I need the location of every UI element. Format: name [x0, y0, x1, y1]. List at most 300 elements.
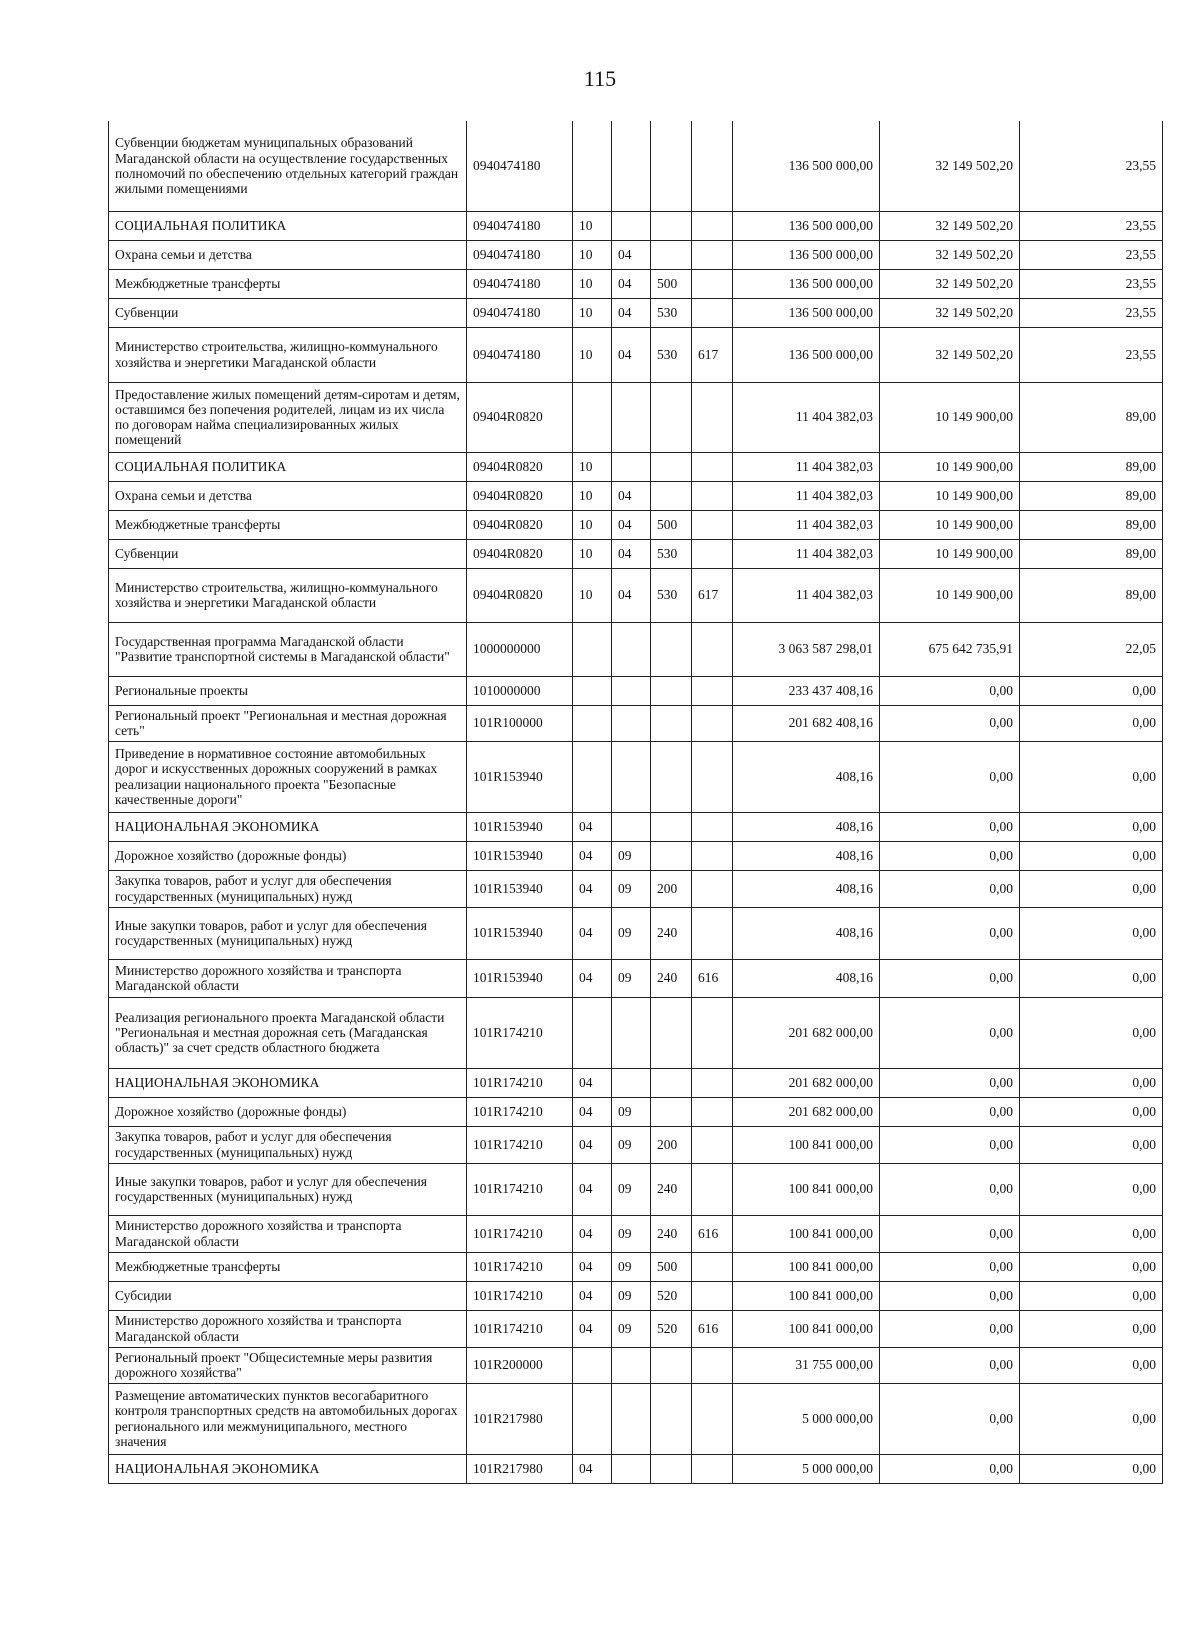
expense-type-cell: 530 — [651, 539, 692, 568]
subsection-cell: 04 — [612, 240, 651, 269]
table-row — [109, 870, 1163, 907]
percent-cell: 0,00 — [1020, 1383, 1163, 1454]
row-name-cell: Дорожное хозяйство (дорожные фонды) — [109, 841, 467, 870]
expense-type-cell: 520 — [651, 1310, 692, 1347]
expense-type-cell — [651, 382, 692, 452]
row-name-cell: Предоставление жилых помещений детям-сиротам и детям, оставшимся без попечения родителей, лицам из их числа по договорам найма специализированных жилых помещений — [109, 382, 467, 452]
admin-code-cell — [692, 907, 733, 959]
table-row — [109, 622, 1163, 676]
target-code-cell: 101R100000 — [467, 705, 573, 741]
executed-amount-cell: 0,00 — [880, 1068, 1020, 1097]
section-cell: 10 — [573, 327, 612, 382]
planned-amount-cell: 408,16 — [733, 870, 880, 907]
section-cell — [573, 997, 612, 1068]
admin-code-cell: 616 — [692, 1310, 733, 1347]
expense-type-cell — [651, 741, 692, 812]
executed-amount-cell: 10 149 900,00 — [880, 452, 1020, 481]
percent-cell: 23,55 — [1020, 327, 1163, 382]
admin-code-cell: 617 — [692, 568, 733, 622]
row-name-cell: НАЦИОНАЛЬНАЯ ЭКОНОМИКА — [109, 1454, 467, 1483]
target-code-cell: 0940474180 — [467, 121, 573, 211]
table-row — [109, 1097, 1163, 1126]
executed-amount-cell: 0,00 — [880, 1097, 1020, 1126]
subsection-cell — [612, 1383, 651, 1454]
table-row — [109, 510, 1163, 539]
section-cell: 10 — [573, 211, 612, 240]
subsection-cell — [612, 1068, 651, 1097]
subsection-cell: 09 — [612, 1281, 651, 1310]
percent-cell: 89,00 — [1020, 510, 1163, 539]
section-cell: 10 — [573, 481, 612, 510]
expense-type-cell — [651, 1097, 692, 1126]
row-name-cell: Субвенции — [109, 298, 467, 327]
admin-code-cell — [692, 1347, 733, 1383]
target-code-cell: 101R174210 — [467, 1281, 573, 1310]
row-name-cell: СОЦИАЛЬНАЯ ПОЛИТИКА — [109, 211, 467, 240]
subsection-cell — [612, 676, 651, 705]
section-cell: 10 — [573, 298, 612, 327]
expense-type-cell: 530 — [651, 327, 692, 382]
section-cell: 10 — [573, 510, 612, 539]
subsection-cell — [612, 1347, 651, 1383]
percent-cell: 89,00 — [1020, 481, 1163, 510]
expense-type-cell — [651, 452, 692, 481]
target-code-cell: 101R217980 — [467, 1454, 573, 1483]
row-name-cell: Дорожное хозяйство (дорожные фонды) — [109, 1097, 467, 1126]
subsection-cell: 04 — [612, 298, 651, 327]
expense-type-cell — [651, 211, 692, 240]
table-row — [109, 539, 1163, 568]
planned-amount-cell: 3 063 587 298,01 — [733, 622, 880, 676]
admin-code-cell: 616 — [692, 959, 733, 997]
planned-amount-cell: 201 682 000,00 — [733, 1097, 880, 1126]
row-name-cell: Министерство дорожного хозяйства и транспорта Магаданской области — [109, 1215, 467, 1252]
target-code-cell: 09404R0820 — [467, 568, 573, 622]
section-cell: 04 — [573, 1097, 612, 1126]
planned-amount-cell: 136 500 000,00 — [733, 240, 880, 269]
expense-type-cell — [651, 1347, 692, 1383]
admin-code-cell: 616 — [692, 1215, 733, 1252]
target-code-cell: 101R200000 — [467, 1347, 573, 1383]
admin-code-cell — [692, 622, 733, 676]
section-cell: 04 — [573, 870, 612, 907]
row-name-cell: Министерство дорожного хозяйства и транспорта Магаданской области — [109, 959, 467, 997]
target-code-cell: 0940474180 — [467, 211, 573, 240]
row-name-cell: Министерство строительства, жилищно-коммунального хозяйства и энергетики Магаданской области — [109, 568, 467, 622]
target-code-cell: 0940474180 — [467, 298, 573, 327]
subsection-cell — [612, 382, 651, 452]
target-code-cell: 101R174210 — [467, 1126, 573, 1163]
row-name-cell: Закупка товаров, работ и услуг для обеспечения государственных (муниципальных) нужд — [109, 870, 467, 907]
percent-cell: 0,00 — [1020, 1454, 1163, 1483]
target-code-cell: 101R153940 — [467, 870, 573, 907]
target-code-cell: 09404R0820 — [467, 510, 573, 539]
target-code-cell: 101R174210 — [467, 1215, 573, 1252]
section-cell: 04 — [573, 1281, 612, 1310]
expense-type-cell — [651, 997, 692, 1068]
admin-code-cell — [692, 1383, 733, 1454]
executed-amount-cell: 32 149 502,20 — [880, 327, 1020, 382]
subsection-cell — [612, 1454, 651, 1483]
target-code-cell: 09404R0820 — [467, 382, 573, 452]
executed-amount-cell: 0,00 — [880, 1347, 1020, 1383]
percent-cell: 89,00 — [1020, 539, 1163, 568]
executed-amount-cell: 0,00 — [880, 1281, 1020, 1310]
percent-cell: 0,00 — [1020, 741, 1163, 812]
expense-type-cell: 500 — [651, 269, 692, 298]
row-name-cell: Иные закупки товаров, работ и услуг для обеспечения государственных (муниципальных) нужд — [109, 907, 467, 959]
section-cell: 10 — [573, 269, 612, 298]
section-cell: 04 — [573, 907, 612, 959]
row-name-cell: Министерство строительства, жилищно-коммунального хозяйства и энергетики Магаданской области — [109, 327, 467, 382]
percent-cell: 0,00 — [1020, 1097, 1163, 1126]
planned-amount-cell: 11 404 382,03 — [733, 539, 880, 568]
row-name-cell: Охрана семьи и детства — [109, 240, 467, 269]
expense-type-cell — [651, 676, 692, 705]
executed-amount-cell: 0,00 — [880, 676, 1020, 705]
table-row — [109, 382, 1163, 452]
section-cell: 04 — [573, 1163, 612, 1215]
admin-code-cell — [692, 676, 733, 705]
percent-cell: 89,00 — [1020, 382, 1163, 452]
admin-code-cell — [692, 269, 733, 298]
section-cell — [573, 1383, 612, 1454]
section-cell: 04 — [573, 1215, 612, 1252]
admin-code-cell — [692, 539, 733, 568]
admin-code-cell — [692, 841, 733, 870]
planned-amount-cell: 31 755 000,00 — [733, 1347, 880, 1383]
admin-code-cell — [692, 870, 733, 907]
planned-amount-cell: 100 841 000,00 — [733, 1252, 880, 1281]
planned-amount-cell: 408,16 — [733, 741, 880, 812]
executed-amount-cell: 0,00 — [880, 1454, 1020, 1483]
planned-amount-cell: 408,16 — [733, 907, 880, 959]
planned-amount-cell: 11 404 382,03 — [733, 481, 880, 510]
planned-amount-cell: 201 682 000,00 — [733, 1068, 880, 1097]
percent-cell: 0,00 — [1020, 1310, 1163, 1347]
target-code-cell: 0940474180 — [467, 269, 573, 298]
target-code-cell: 0940474180 — [467, 240, 573, 269]
executed-amount-cell: 0,00 — [880, 812, 1020, 841]
admin-code-cell — [692, 705, 733, 741]
percent-cell: 23,55 — [1020, 211, 1163, 240]
admin-code-cell — [692, 741, 733, 812]
expense-type-cell — [651, 622, 692, 676]
planned-amount-cell: 201 682 000,00 — [733, 997, 880, 1068]
subsection-cell — [612, 812, 651, 841]
executed-amount-cell: 32 149 502,20 — [880, 121, 1020, 211]
percent-cell: 89,00 — [1020, 452, 1163, 481]
executed-amount-cell: 0,00 — [880, 705, 1020, 741]
subsection-cell: 09 — [612, 1097, 651, 1126]
target-code-cell: 1000000000 — [467, 622, 573, 676]
executed-amount-cell: 32 149 502,20 — [880, 211, 1020, 240]
table-row — [109, 1383, 1163, 1454]
planned-amount-cell: 5 000 000,00 — [733, 1454, 880, 1483]
expense-type-cell: 240 — [651, 1215, 692, 1252]
table-row — [109, 1163, 1163, 1215]
table-row — [109, 240, 1163, 269]
percent-cell: 23,55 — [1020, 240, 1163, 269]
subsection-cell: 09 — [612, 1252, 651, 1281]
subsection-cell: 09 — [612, 870, 651, 907]
expense-type-cell: 240 — [651, 959, 692, 997]
table-row — [109, 1068, 1163, 1097]
row-name-cell: Межбюджетные трансферты — [109, 269, 467, 298]
section-cell — [573, 676, 612, 705]
subsection-cell — [612, 705, 651, 741]
target-code-cell: 09404R0820 — [467, 481, 573, 510]
section-cell — [573, 121, 612, 211]
executed-amount-cell: 0,00 — [880, 1252, 1020, 1281]
target-code-cell: 0940474180 — [467, 327, 573, 382]
expense-type-cell — [651, 705, 692, 741]
subsection-cell: 09 — [612, 1126, 651, 1163]
executed-amount-cell: 0,00 — [880, 870, 1020, 907]
table-row — [109, 1126, 1163, 1163]
admin-code-cell — [692, 1252, 733, 1281]
row-name-cell: Субвенции бюджетам муниципальных образований Магаданской области на осуществление государственных полномочий по обеспечению отдельных категорий граждан жилыми помещениями — [109, 121, 467, 211]
subsection-cell: 04 — [612, 568, 651, 622]
table-row — [109, 211, 1163, 240]
section-cell — [573, 705, 612, 741]
admin-code-cell — [692, 298, 733, 327]
subsection-cell: 09 — [612, 959, 651, 997]
subsection-cell: 04 — [612, 269, 651, 298]
expense-type-cell: 520 — [651, 1281, 692, 1310]
section-cell — [573, 622, 612, 676]
percent-cell: 0,00 — [1020, 997, 1163, 1068]
executed-amount-cell: 0,00 — [880, 1215, 1020, 1252]
target-code-cell: 101R174210 — [467, 1252, 573, 1281]
expense-type-cell — [651, 240, 692, 269]
section-cell: 04 — [573, 1310, 612, 1347]
table-row — [109, 1310, 1163, 1347]
percent-cell: 0,00 — [1020, 676, 1163, 705]
planned-amount-cell: 11 404 382,03 — [733, 382, 880, 452]
planned-amount-cell: 136 500 000,00 — [733, 121, 880, 211]
executed-amount-cell: 0,00 — [880, 1383, 1020, 1454]
admin-code-cell — [692, 1126, 733, 1163]
admin-code-cell — [692, 510, 733, 539]
planned-amount-cell: 408,16 — [733, 841, 880, 870]
planned-amount-cell: 408,16 — [733, 812, 880, 841]
expense-type-cell — [651, 1068, 692, 1097]
table-row — [109, 481, 1163, 510]
executed-amount-cell: 10 149 900,00 — [880, 568, 1020, 622]
target-code-cell: 09404R0820 — [467, 452, 573, 481]
target-code-cell: 1010000000 — [467, 676, 573, 705]
row-name-cell: Субвенции — [109, 539, 467, 568]
planned-amount-cell: 136 500 000,00 — [733, 269, 880, 298]
table-row — [109, 997, 1163, 1068]
section-cell: 04 — [573, 1068, 612, 1097]
row-name-cell: Межбюджетные трансферты — [109, 510, 467, 539]
budget-table — [108, 121, 1163, 1484]
table-row — [109, 1215, 1163, 1252]
admin-code-cell — [692, 240, 733, 269]
expense-type-cell — [651, 812, 692, 841]
admin-code-cell — [692, 997, 733, 1068]
admin-code-cell — [692, 1097, 733, 1126]
percent-cell: 0,00 — [1020, 1281, 1163, 1310]
executed-amount-cell: 675 642 735,91 — [880, 622, 1020, 676]
section-cell: 04 — [573, 959, 612, 997]
subsection-cell — [612, 622, 651, 676]
admin-code-cell — [692, 1163, 733, 1215]
expense-type-cell — [651, 1454, 692, 1483]
executed-amount-cell: 32 149 502,20 — [880, 240, 1020, 269]
section-cell — [573, 1347, 612, 1383]
page-number: 115 — [583, 66, 617, 91]
percent-cell: 22,05 — [1020, 622, 1163, 676]
section-cell — [573, 741, 612, 812]
planned-amount-cell: 11 404 382,03 — [733, 510, 880, 539]
table-row — [109, 121, 1163, 211]
section-cell: 10 — [573, 240, 612, 269]
table-row — [109, 959, 1163, 997]
target-code-cell: 101R153940 — [467, 959, 573, 997]
admin-code-cell — [692, 452, 733, 481]
percent-cell: 89,00 — [1020, 568, 1163, 622]
executed-amount-cell: 0,00 — [880, 1126, 1020, 1163]
row-name-cell: Закупка товаров, работ и услуг для обеспечения государственных (муниципальных) нужд — [109, 1126, 467, 1163]
row-name-cell: Размещение автоматических пунктов весогабаритного контроля транспортных средств на автомобильных дорогах регионального или межмуниципального, местного значения — [109, 1383, 467, 1454]
section-cell — [573, 382, 612, 452]
expense-type-cell: 500 — [651, 1252, 692, 1281]
executed-amount-cell: 0,00 — [880, 907, 1020, 959]
subsection-cell: 09 — [612, 1163, 651, 1215]
admin-code-cell — [692, 1454, 733, 1483]
target-code-cell: 101R153940 — [467, 841, 573, 870]
row-name-cell: Иные закупки товаров, работ и услуг для обеспечения государственных (муниципальных) нужд — [109, 1163, 467, 1215]
executed-amount-cell: 0,00 — [880, 841, 1020, 870]
percent-cell: 0,00 — [1020, 1347, 1163, 1383]
executed-amount-cell: 10 149 900,00 — [880, 539, 1020, 568]
row-name-cell: Приведение в нормативное состояние автомобильных дорог и искусственных дорожных сооружений в рамках реализации национального проекта "Безопасные качественные дороги" — [109, 741, 467, 812]
planned-amount-cell: 408,16 — [733, 959, 880, 997]
expense-type-cell: 200 — [651, 870, 692, 907]
admin-code-cell: 617 — [692, 327, 733, 382]
executed-amount-cell: 32 149 502,20 — [880, 298, 1020, 327]
section-cell: 10 — [573, 452, 612, 481]
subsection-cell — [612, 211, 651, 240]
planned-amount-cell: 100 841 000,00 — [733, 1281, 880, 1310]
table-row — [109, 812, 1163, 841]
executed-amount-cell: 0,00 — [880, 959, 1020, 997]
executed-amount-cell: 10 149 900,00 — [880, 382, 1020, 452]
table-row — [109, 269, 1163, 298]
section-cell: 10 — [573, 568, 612, 622]
section-cell: 04 — [573, 812, 612, 841]
admin-code-cell — [692, 1068, 733, 1097]
percent-cell: 23,55 — [1020, 269, 1163, 298]
row-name-cell: Государственная программа Магаданской области "Развитие транспортной системы в Магаданской области" — [109, 622, 467, 676]
expense-type-cell: 530 — [651, 298, 692, 327]
target-code-cell: 101R153940 — [467, 812, 573, 841]
row-name-cell: Региональный проект "Региональная и местная дорожная сеть" — [109, 705, 467, 741]
admin-code-cell — [692, 121, 733, 211]
expense-type-cell: 200 — [651, 1126, 692, 1163]
subsection-cell: 09 — [612, 1310, 651, 1347]
table-row — [109, 1454, 1163, 1483]
admin-code-cell — [692, 382, 733, 452]
planned-amount-cell: 136 500 000,00 — [733, 211, 880, 240]
subsection-cell: 04 — [612, 510, 651, 539]
table-row — [109, 705, 1163, 741]
expense-type-cell: 240 — [651, 1163, 692, 1215]
percent-cell: 23,55 — [1020, 121, 1163, 211]
table-row — [109, 452, 1163, 481]
table-row — [109, 568, 1163, 622]
expense-type-cell: 530 — [651, 568, 692, 622]
table-row — [109, 741, 1163, 812]
percent-cell: 0,00 — [1020, 812, 1163, 841]
row-name-cell: НАЦИОНАЛЬНАЯ ЭКОНОМИКА — [109, 1068, 467, 1097]
section-cell: 04 — [573, 841, 612, 870]
percent-cell: 0,00 — [1020, 870, 1163, 907]
admin-code-cell — [692, 1281, 733, 1310]
expense-type-cell — [651, 121, 692, 211]
planned-amount-cell: 5 000 000,00 — [733, 1383, 880, 1454]
executed-amount-cell: 10 149 900,00 — [880, 510, 1020, 539]
row-name-cell: НАЦИОНАЛЬНАЯ ЭКОНОМИКА — [109, 812, 467, 841]
planned-amount-cell: 11 404 382,03 — [733, 452, 880, 481]
target-code-cell: 09404R0820 — [467, 539, 573, 568]
expense-type-cell — [651, 841, 692, 870]
planned-amount-cell: 136 500 000,00 — [733, 298, 880, 327]
section-cell: 04 — [573, 1454, 612, 1483]
row-name-cell: Охрана семьи и детства — [109, 481, 467, 510]
expense-type-cell: 500 — [651, 510, 692, 539]
target-code-cell: 101R153940 — [467, 741, 573, 812]
executed-amount-cell: 0,00 — [880, 997, 1020, 1068]
row-name-cell: Субсидии — [109, 1281, 467, 1310]
percent-cell: 0,00 — [1020, 1163, 1163, 1215]
target-code-cell: 101R174210 — [467, 997, 573, 1068]
percent-cell: 0,00 — [1020, 907, 1163, 959]
target-code-cell: 101R153940 — [467, 907, 573, 959]
subsection-cell: 09 — [612, 1215, 651, 1252]
target-code-cell: 101R174210 — [467, 1097, 573, 1126]
row-name-cell: СОЦИАЛЬНАЯ ПОЛИТИКА — [109, 452, 467, 481]
executed-amount-cell: 32 149 502,20 — [880, 269, 1020, 298]
percent-cell: 0,00 — [1020, 1252, 1163, 1281]
table-row — [109, 298, 1163, 327]
target-code-cell: 101R174210 — [467, 1310, 573, 1347]
executed-amount-cell: 0,00 — [880, 1310, 1020, 1347]
planned-amount-cell: 100 841 000,00 — [733, 1215, 880, 1252]
target-code-cell: 101R174210 — [467, 1163, 573, 1215]
planned-amount-cell: 136 500 000,00 — [733, 327, 880, 382]
percent-cell: 0,00 — [1020, 841, 1163, 870]
admin-code-cell — [692, 812, 733, 841]
section-cell: 10 — [573, 539, 612, 568]
table-row — [109, 327, 1163, 382]
planned-amount-cell: 100 841 000,00 — [733, 1126, 880, 1163]
subsection-cell: 09 — [612, 907, 651, 959]
percent-cell: 0,00 — [1020, 705, 1163, 741]
admin-code-cell — [692, 211, 733, 240]
target-code-cell: 101R217980 — [467, 1383, 573, 1454]
executed-amount-cell: 0,00 — [880, 741, 1020, 812]
executed-amount-cell: 0,00 — [880, 1163, 1020, 1215]
executed-amount-cell: 10 149 900,00 — [880, 481, 1020, 510]
section-cell: 04 — [573, 1252, 612, 1281]
table-row — [109, 676, 1163, 705]
subsection-cell: 04 — [612, 327, 651, 382]
subsection-cell — [612, 997, 651, 1068]
